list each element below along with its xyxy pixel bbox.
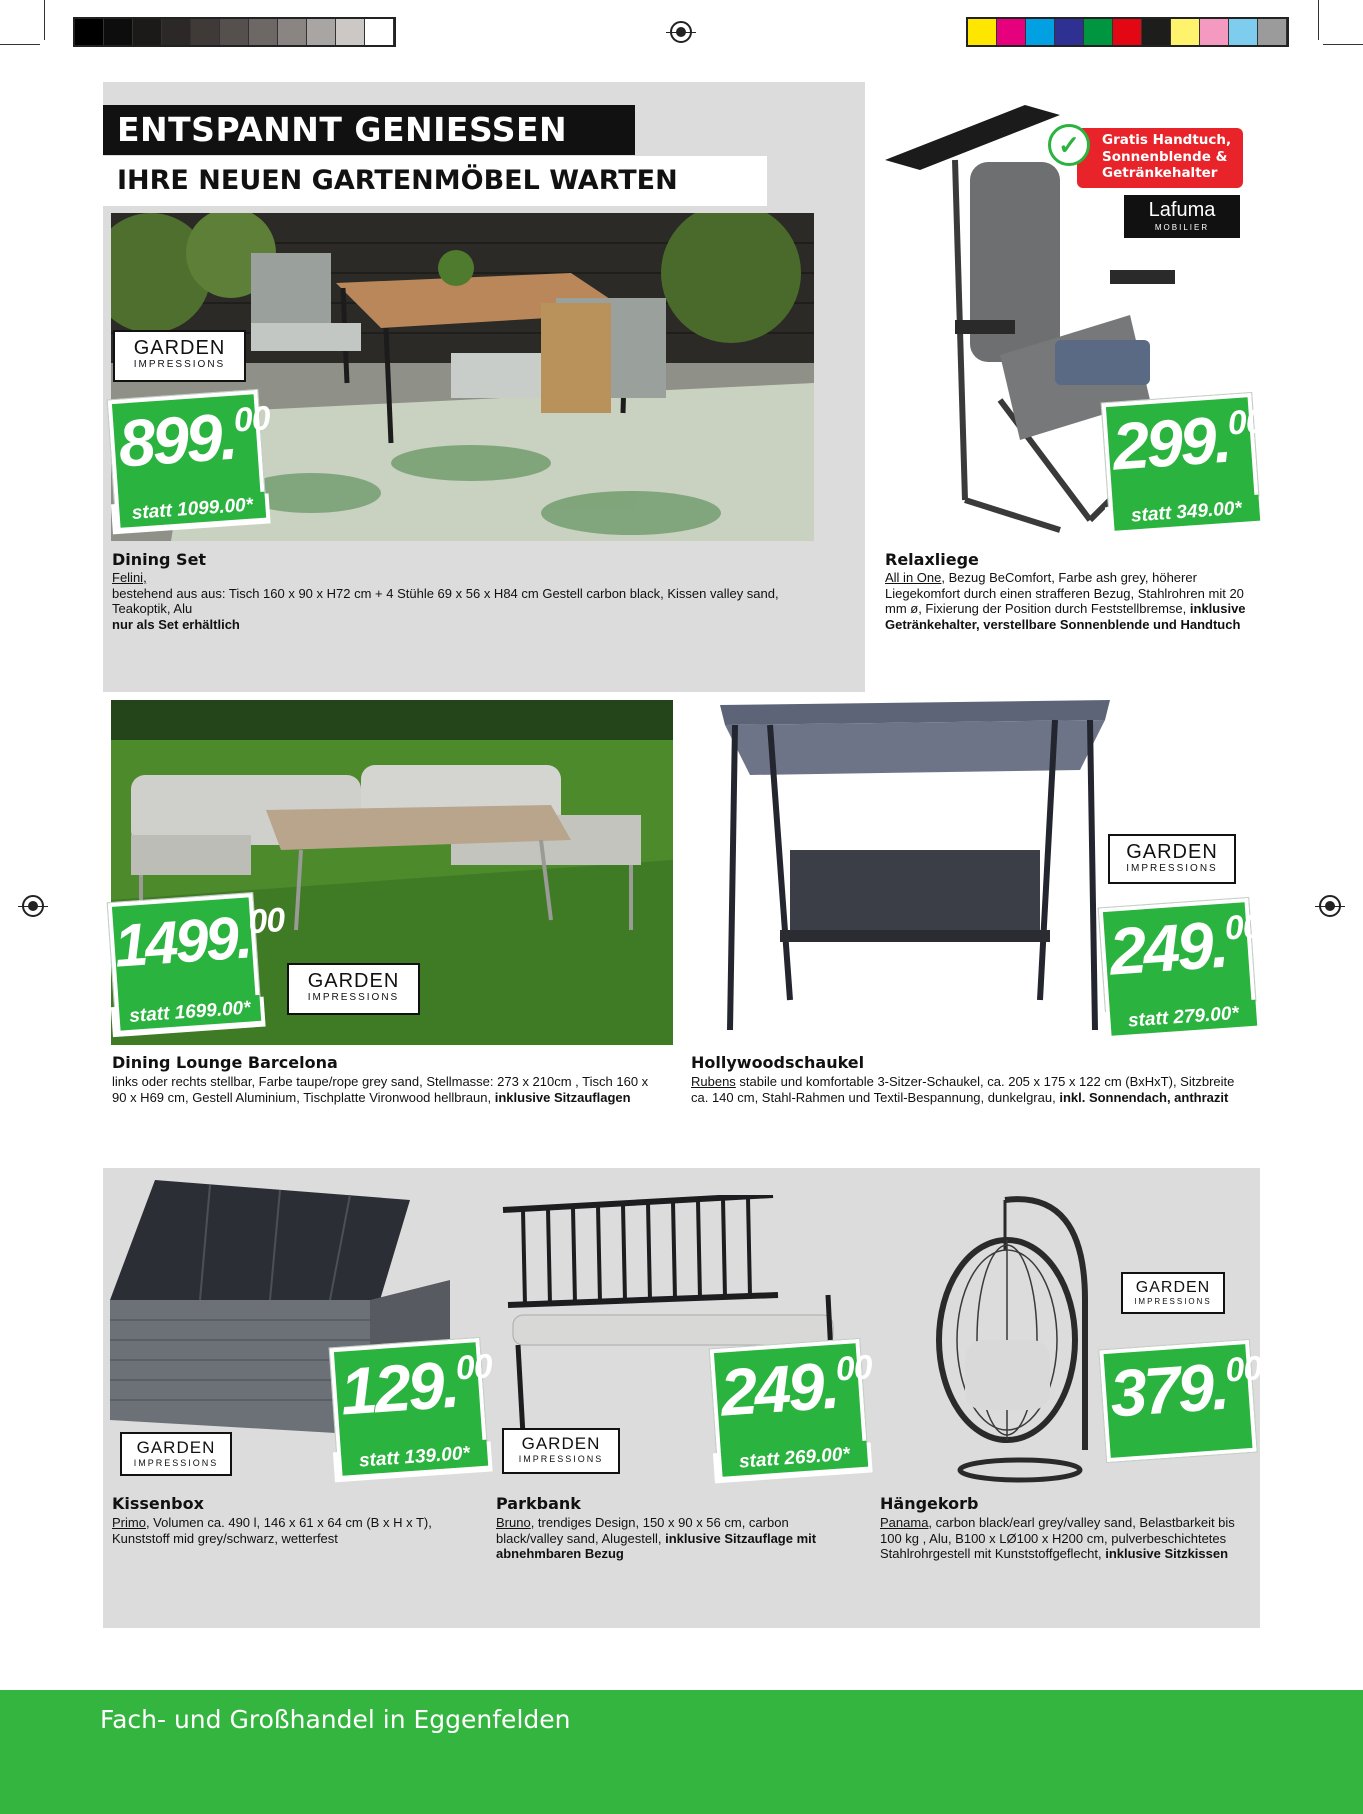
old-price: statt 1699.00* (119, 995, 261, 1031)
lafuma-logo: Lafuma MOBILIER (1124, 195, 1240, 238)
price-main: 299. (1110, 401, 1232, 484)
product-description: Primo, Volumen ca. 490 l, 146 x 61 x 64 cm (B x H x T), Kunststoff mid grey/schwarz, wetterfest (112, 1515, 432, 1546)
garden-impressions-logo: GARDEN IMPRESSIONS (287, 963, 420, 1015)
price-badge-hollywoodschaukel (1099, 898, 1262, 1038)
old-price: statt 1099.00* (119, 492, 266, 528)
gratis-badge: Gratis Handtuch, Sonnenblende & Getränkehalter (1077, 128, 1243, 188)
price-cents: 00 (1223, 907, 1262, 948)
garden-impressions-logo: GARDEN IMPRESSIONS (502, 1428, 620, 1474)
product-description: Bruno, trendiges Design, 150 x 90 x 56 cm, carbon black/valley sand, Alugestell, inklusive Sitzauflage mit abnehmbaren Bezug (496, 1515, 817, 1561)
product-title: Hängekorb (880, 1494, 979, 1513)
product-description: Felini, bestehend aus aus: Tisch 160 x 90 x H72 cm + 4 Stühle 69 x 56 x H84 cm Gestell carbon black, Kissen valley sand, Teakoptik, Alu nur als Set erhältlich (112, 570, 779, 632)
crop-mark (0, 44, 40, 45)
crop-mark (44, 0, 45, 40)
registration-mark-icon (1319, 895, 1341, 917)
product-title: Dining Lounge Barcelona (112, 1053, 338, 1072)
haengekorb-image (935, 1180, 1105, 1485)
grayscale-bar (73, 17, 396, 47)
price-main: 1499. (112, 903, 252, 980)
price-cents: 00 (232, 399, 271, 440)
registration-mark-icon (22, 895, 44, 917)
product-description: Rubens stabile und komfortable 3-Sitzer-Schaukel, ca. 205 x 175 x 122 cm (BxHxT), Sitzbreite ca. 140 cm, Stahl-Rahmen und Textil-Bespannung, dunkelgrau, inkl. Sonnendach, anthrazit (691, 1074, 1235, 1105)
price-cents: 00 (1226, 402, 1265, 443)
product-description: All in One, Bezug BeComfort, Farbe ash grey, höherer Liegekomfort durch einen strafferen Bezug, Stahlrohren mit 20 mm ø, Fixierung der Position durch Feststellbremse, inklusive Getränkehalter, verstellbare Sonnenblende und Handtuch (885, 570, 1246, 632)
price-cents: 00 (834, 1348, 873, 1389)
price-cents: 00 (1224, 1349, 1263, 1390)
product-title: Dining Set (112, 550, 207, 569)
price-main: 249. (718, 1347, 840, 1430)
product-title: Hollywoodschaukel (691, 1053, 865, 1072)
old-price: statt 279.00* (1110, 1000, 1257, 1036)
price-main: 129. (338, 1346, 460, 1429)
old-price: statt 269.00* (721, 1441, 868, 1477)
garden-impressions-logo: GARDEN IMPRESSIONS (120, 1432, 232, 1476)
checkmark-icon: ✓ (1048, 124, 1090, 166)
crop-mark (1318, 0, 1319, 40)
price-cents: 00 (454, 1347, 493, 1388)
garden-impressions-logo: GARDEN IMPRESSIONS (1108, 834, 1236, 884)
price-badge-dining-set (108, 390, 271, 530)
registration-mark-icon (670, 21, 692, 43)
price-cents: 00 (247, 900, 286, 942)
garden-impressions-logo: GARDEN IMPRESSIONS (1121, 1272, 1225, 1314)
footer-text: Fach- und Großhandel in Eggenfelden (100, 1705, 571, 1734)
old-price: statt 349.00* (1113, 495, 1260, 531)
product-title: Kissenbox (112, 1494, 204, 1513)
product-title: Parkbank (496, 1494, 581, 1513)
price-badge-relaxliege (1102, 393, 1265, 533)
product-description: links oder rechts stellbar, Farbe taupe/rope grey sand, Stellmasse: 273 x 210cm , Tisch 160 x 90 x H69 cm, Gestell Aluminium, Tischplatte Vironwood hellbraun, inklusive Sitzauflagen (112, 1074, 649, 1105)
color-bar (966, 17, 1289, 47)
price-main: 899. (116, 398, 238, 481)
old-price: statt 139.00* (341, 1440, 488, 1476)
product-description: Panama, carbon black/earl grey/valley sand, Belastbarkeit bis 100 kg , Alu, B100 x LØ100 x H200 cm, pulverbeschichtetes Stahlrohrgestell mit Kunststoffgeflecht, inklusive Sitzkissen (880, 1515, 1235, 1561)
hollywoodschaukel-image (710, 700, 1120, 1045)
price-main: 249. (1107, 906, 1229, 989)
garden-impressions-logo: GARDEN IMPRESSIONS (113, 330, 246, 382)
headline: ENTSPANNT GENIESSEN (103, 105, 635, 155)
crop-mark (1323, 44, 1363, 45)
price-badge-dining-lounge (108, 893, 286, 1033)
product-title: Relaxliege (885, 550, 979, 569)
price-main: 379. (1107, 1348, 1230, 1431)
subheadline: IHRE NEUEN GARTENMÖBEL WARTEN (103, 156, 767, 206)
price-badge-kissenbox (330, 1338, 493, 1478)
price-badge-haengekorb (1099, 1340, 1263, 1462)
price-badge-parkbank (710, 1339, 873, 1479)
